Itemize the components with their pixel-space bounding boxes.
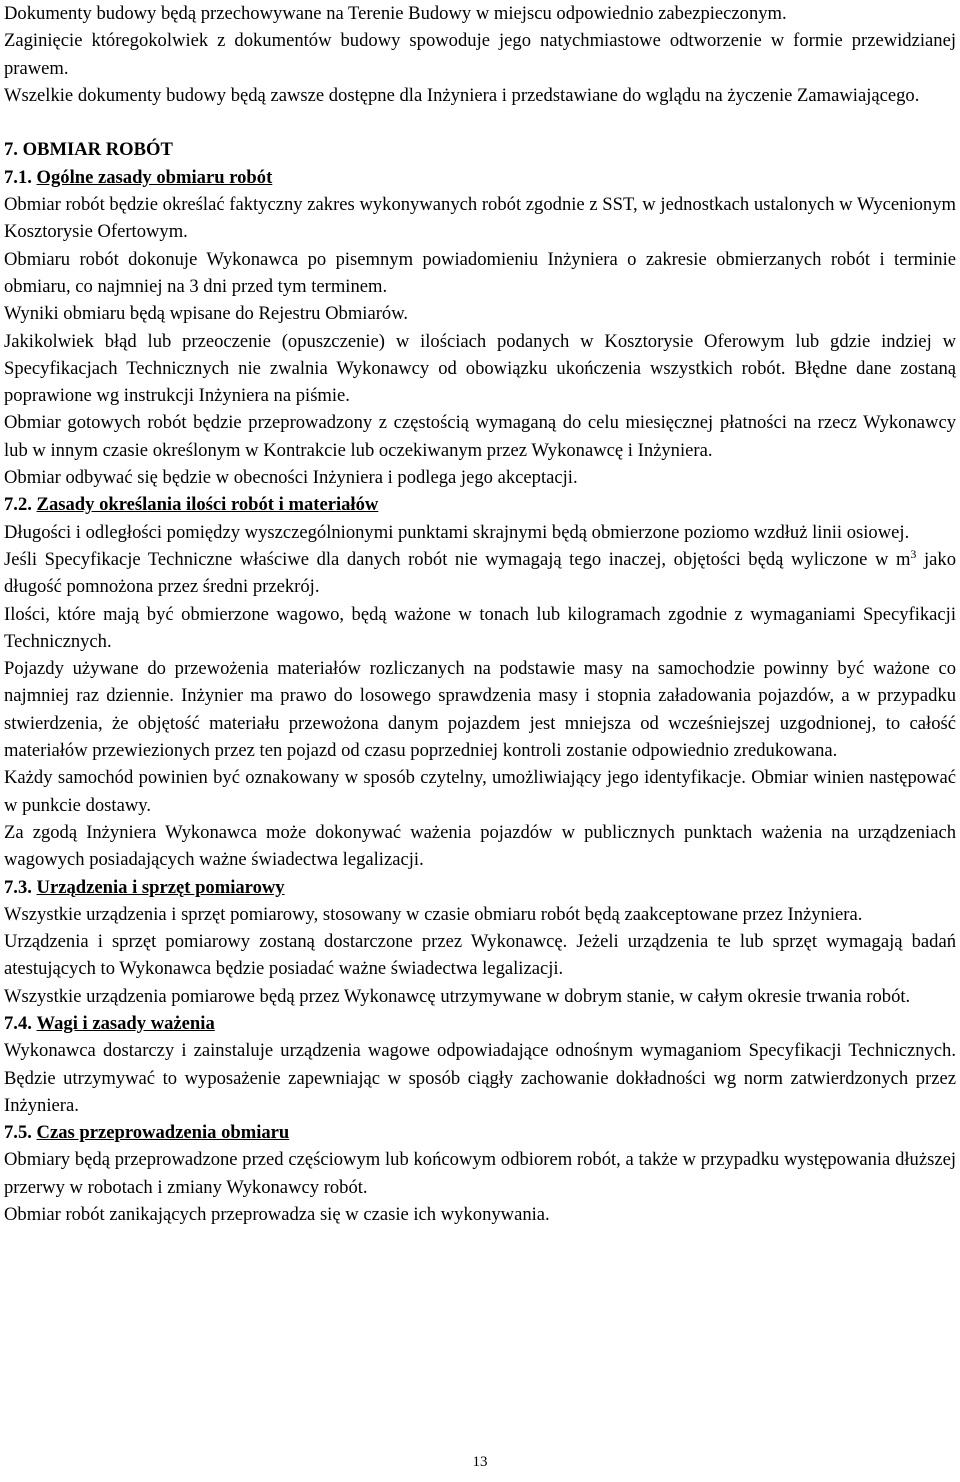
subsection-heading-7-4 (4, 1010, 956, 1037)
document-page (4, 0, 956, 1228)
subsection-title: Czas przeprowadzenia obmiaru (36, 1122, 290, 1144)
intro-paragraph: Zaginięcie któregokolwiek z dokumentów budowy spowoduje jego natychmiastowe odtworzenie w formie przewidzianej prawem. (4, 30, 956, 79)
subsection-heading-7-3 (4, 874, 956, 901)
paragraph: Ilości, które mają być obmierzone wagowo, będą ważone w tonach lub kilogramach zgodnie z wymaganiami Specyfikacji Technicznych. (4, 603, 956, 652)
paragraph: Obmiar robót zanikających przeprowadza się w czasie ich wykonywania. (4, 1204, 550, 1226)
superscript: 3 (910, 546, 917, 561)
subsection-title: Urządzenia i sprzęt pomiarowy (36, 876, 285, 898)
section-heading: 7. OBMIAR ROBÓT (4, 139, 173, 161)
subsection-number: 7.5. (4, 1122, 32, 1144)
paragraph: Obmiar odbywać się będzie w obecności Inżyniera i podlega jego akceptacji. (4, 467, 578, 489)
paragraph: Obmiaru robót dokonuje Wykonawca po pisemnym powiadomieniu Inżyniera o zakresie obmierzanych robót i terminie obmiaru, co najmniej na 3 dni przed tym terminem. (4, 248, 956, 297)
subsection-title: Zasady określania ilości robót i materiałów (36, 494, 379, 516)
paragraph: Wyniki obmiaru będą wpisane do Rejestru Obmiarów. (4, 303, 409, 325)
subsection-number: 7.1. (4, 166, 32, 188)
page-number: 13 (472, 1454, 488, 1470)
subsection-heading-7-5 (4, 1119, 956, 1146)
paragraph: Wszystkie urządzenia i sprzęt pomiarowy, stosowany w czasie obmiaru robót będą zaakceptowane przez Inżyniera. (4, 903, 863, 925)
paragraph: Wykonawca dostarczy i zainstaluje urządzenia wagowe odpowiadające odnośnym wymaganiom Specyfikacji Technicznych. Będzie utrzymywać to wyposażenie zapewniając w sposób ciągły zachowanie dokładności wg norm zatwierdzonych przez Inżyniera. (4, 1040, 956, 1116)
subsection-heading-7-2 (4, 491, 956, 518)
paragraph: Za zgodą Inżyniera Wykonawca może dokonywać ważenia pojazdów w publicznych punktach ważenia na urządzeniach wagowych posiadających ważne świadectwa legalizacji. (4, 821, 956, 871)
subsection-title: Wagi i zasady ważenia (36, 1012, 215, 1034)
subsection-heading-7-1 (4, 164, 956, 191)
subsection-title: Ogólne zasady obmiaru robót (36, 166, 273, 188)
paragraph: Wszystkie urządzenia pomiarowe będą przez Wykonawcę utrzymywane w dobrym stanie, w całym okresie trwania robót. (4, 985, 911, 1007)
subsection-number: 7.4. (4, 1012, 32, 1034)
paragraph: Obmiary będą przeprowadzone przed częściowym lub końcowym odbiorem robót, a także w przypadku występowania dłuższej przerwy w robotach i zmiany Wykonawcy robót. (4, 1149, 956, 1198)
paragraph: Obmiar robót będzie określać faktyczny zakres wykonywanych robót zgodnie z SST, w jednostkach ustalonych w Wycenionym Kosztorysie Ofertowym. (4, 194, 956, 243)
paragraph: Jakikolwiek błąd lub przeoczenie (opuszczenie) w ilościach podanych w Kosztorysie Oferowym lub gdzie indziej w Specyfikacjach Technicznych nie zwalnia Wykonawcy od obowiązku ukończenia wszystkich robót. Błędne dane zostaną poprawione wg instrukcji Inżyniera na piśmie. (4, 330, 956, 407)
subsection-number: 7.3. (4, 876, 32, 898)
intro-paragraph: Wszelkie dokumenty budowy będą zawsze dostępne dla Inżyniera i przedstawiane do wglądu na życzenie Zamawiającego. (4, 84, 920, 106)
paragraph: Pojazdy używane do przewożenia materiałów rozliczanych na podstawie masy na samochodzie powinny być ważone co najmniej raz dziennie. Inżynier ma prawo do losowego sprawdzenia masy i stopnia załadowania pojazdów, a w przypadku stwierdzenia, że objętość materiału przewożona danym pojazdem jest mniejsza od wcześniejszej uzgodnionej, to całość materiałów przewiezionych przez ten pojazd od czasu poprzedniej kontroli zostanie odpowiednio zredukowana. (4, 658, 956, 762)
subsection-number: 7.2. (4, 494, 32, 516)
paragraph-text: Jeśli Specyfikacje Techniczne właściwe dla danych robót nie wymagają tego inaczej, objętości będą wyliczone w m (4, 548, 911, 570)
paragraph: Obmiar gotowych robót będzie przeprowadzony z częstością wymaganą do celu miesięcznej płatności na rzecz Wykonawcy lub w innym czasie określonym w Kontrakcie lub oczekiwanym przez Wykonawcę i Inżyniera. (4, 412, 956, 461)
paragraph-text: jako długość pomnożona przez średni przekrój. (4, 548, 957, 598)
paragraph-with-superscript (4, 546, 956, 601)
intro-paragraph: Dokumenty budowy będą przechowywane na Terenie Budowy w miejscu odpowiednio zabezpieczonym. (4, 3, 787, 24)
paragraph: Długości i odległości pomiędzy wyszczególnionymi punktami skrajnymi będą obmierzone poziomo wzdłuż linii osiowej. (4, 521, 910, 543)
paragraph: Urządzenia i sprzęt pomiarowy zostaną dostarczone przez Wykonawcę. Jeżeli urządzenia te lub sprzęt wymagają badań atestujących to Wykonawca będzie posiadać ważne świadectwa legalizacji. (4, 931, 956, 980)
paragraph: Każdy samochód powinien być oznakowany w sposób czytelny, umożliwiający jego identyfikacje. Obmiar winien następować w punkcie dostawy. (4, 767, 956, 816)
